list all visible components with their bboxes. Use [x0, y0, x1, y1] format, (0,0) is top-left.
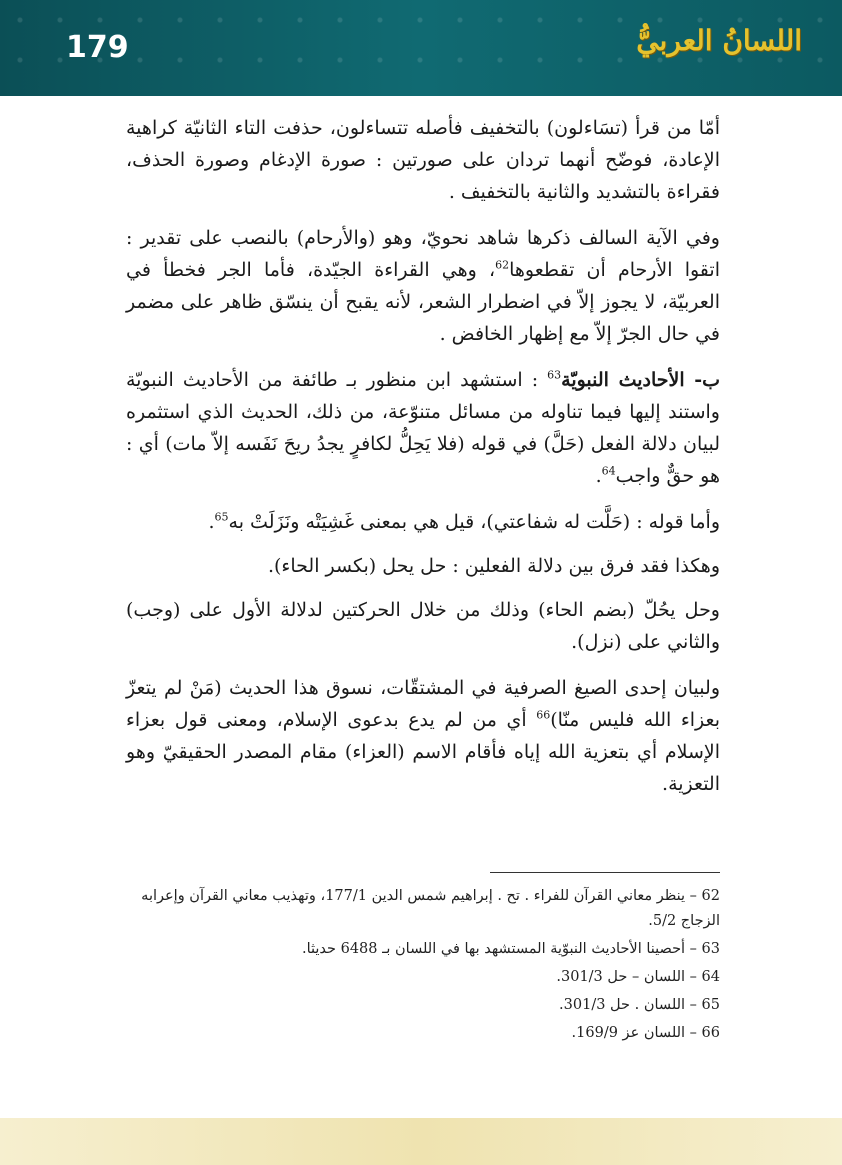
paragraph-3-text: : استشهد ابن منظور بـ طائفة من الأحاديث النبويّة واستند إليها فيما تناوله من مسائل متنوّعة، من ذلك، الحديث الذي استثمره لبيان دلالة الفعل (حَلَّ) في قوله (فلا يَحِلُّ لكافرٍ يجدُ ريحَ نَفَسه إلاّ مات) أي : هو حقٌّ واجب — [126, 369, 720, 487]
footnote-65: 65 – اللسان . حل 301/3. — [559, 997, 720, 1013]
logo-text: اللسانُ العربيُّ — [636, 24, 802, 57]
paragraph-5-text: وهكذا فقد فرق بين دلالة الفعلين : حل يحل (بكسر الحاء). — [267, 555, 720, 577]
footnote-62: 62 – ينظر معاني القرآن للفراء . تح . إبراهيم شمس الدين 177/1، وتهذيب معاني القرآن وإعرابه الزجاج 5/2. — [141, 888, 720, 929]
paragraph-3 — [126, 364, 720, 492]
journal-logo — [632, 24, 802, 74]
paragraph-4-text: وأما قوله : (حَلَّت له شفاعتي)، قيل هي بمعنى غَشِيَتْه ونَزَلَتْ به — [228, 511, 720, 533]
footnote-ref-64[interactable]: 64 — [601, 464, 616, 478]
page-header — [0, 0, 842, 96]
paragraph-1 — [126, 112, 720, 208]
footnote-66: 66 – اللسان عز 169/9. — [571, 1025, 720, 1041]
footnote-ref-66[interactable]: 66 — [536, 708, 551, 722]
footnote-ref-63[interactable]: 63 — [547, 368, 562, 382]
footnote-64: 64 – اللسان – حل 301/3. — [556, 969, 720, 985]
paragraph-6 — [126, 594, 720, 658]
paragraph-2 — [126, 222, 720, 350]
footnotes — [126, 884, 720, 1049]
paragraph-7-text-a: ولبيان إحدى الصيغ الصرفية في المشتقّات، نسوق هذا الحديث (مَنْ لم يتعزّ بعزاء الله فليس منّا) — [126, 677, 720, 731]
page-footer-band — [0, 1118, 842, 1165]
paragraph-2-text-b: ، وهي القراءة الجيّدة، فأما الجر فخطأ في العربيّة، لا يجوز إلاّ في اضطرار الشعر، لأنه يقبح أن ينسّق ظاهر على مضمر في حال الجرّ إلاّ مع إظهار الخافض . — [126, 259, 720, 345]
footnote-divider — [490, 872, 720, 873]
page-number: 179 — [66, 30, 129, 65]
article-body — [126, 112, 720, 814]
paragraph-3-end: . — [595, 465, 602, 487]
paragraph-7 — [126, 672, 720, 800]
paragraph-4-end: . — [208, 511, 215, 533]
footnote-ref-65[interactable]: 65 — [214, 510, 229, 524]
paragraph-5 — [126, 550, 720, 582]
paragraph-4 — [126, 506, 720, 538]
paragraph-6-text: وحل يحُلّ (بضم الحاء) وذلك من خلال الحركتين لدلالة الأول على (وجب) والثاني على (نزل). — [126, 599, 720, 653]
paragraph-1-text: أمّا من قرأ (تسَاءلون) بالتخفيف فأصله تتساءلون، حذفت التاء الثانيّة كراهية الإعادة، فوضّح أنهما تردان على صورتين : صورة الإدغام وصورة الحذف، فقراءة بالتشديد والثانية بالتخفيف . — [126, 117, 720, 203]
footnote-ref-62[interactable]: 62 — [495, 258, 510, 272]
paragraph-2-text-a: وفي الآية السالف ذكرها شاهد نحويّ، وهو (والأرحام) بالنصب على تقدير : اتقوا الأرحام أن تقطعوها — [126, 227, 720, 281]
paragraph-7-text-b: أي من لم يدع بدعوى الإسلام، ومعنى قول بعزاء الإسلام أي بتعزية الله إياه فأقام الاسم (العزاء) مقام المصدر الحقيقيّ وهو التعزية. — [126, 709, 720, 795]
section-heading-hadith: ب- الأحاديث النبويّة — [561, 369, 720, 391]
footnote-63: 63 – أحصينا الأحاديث النبوّية المستشهد بها في اللسان بـ 6488 حديثا. — [301, 941, 720, 957]
